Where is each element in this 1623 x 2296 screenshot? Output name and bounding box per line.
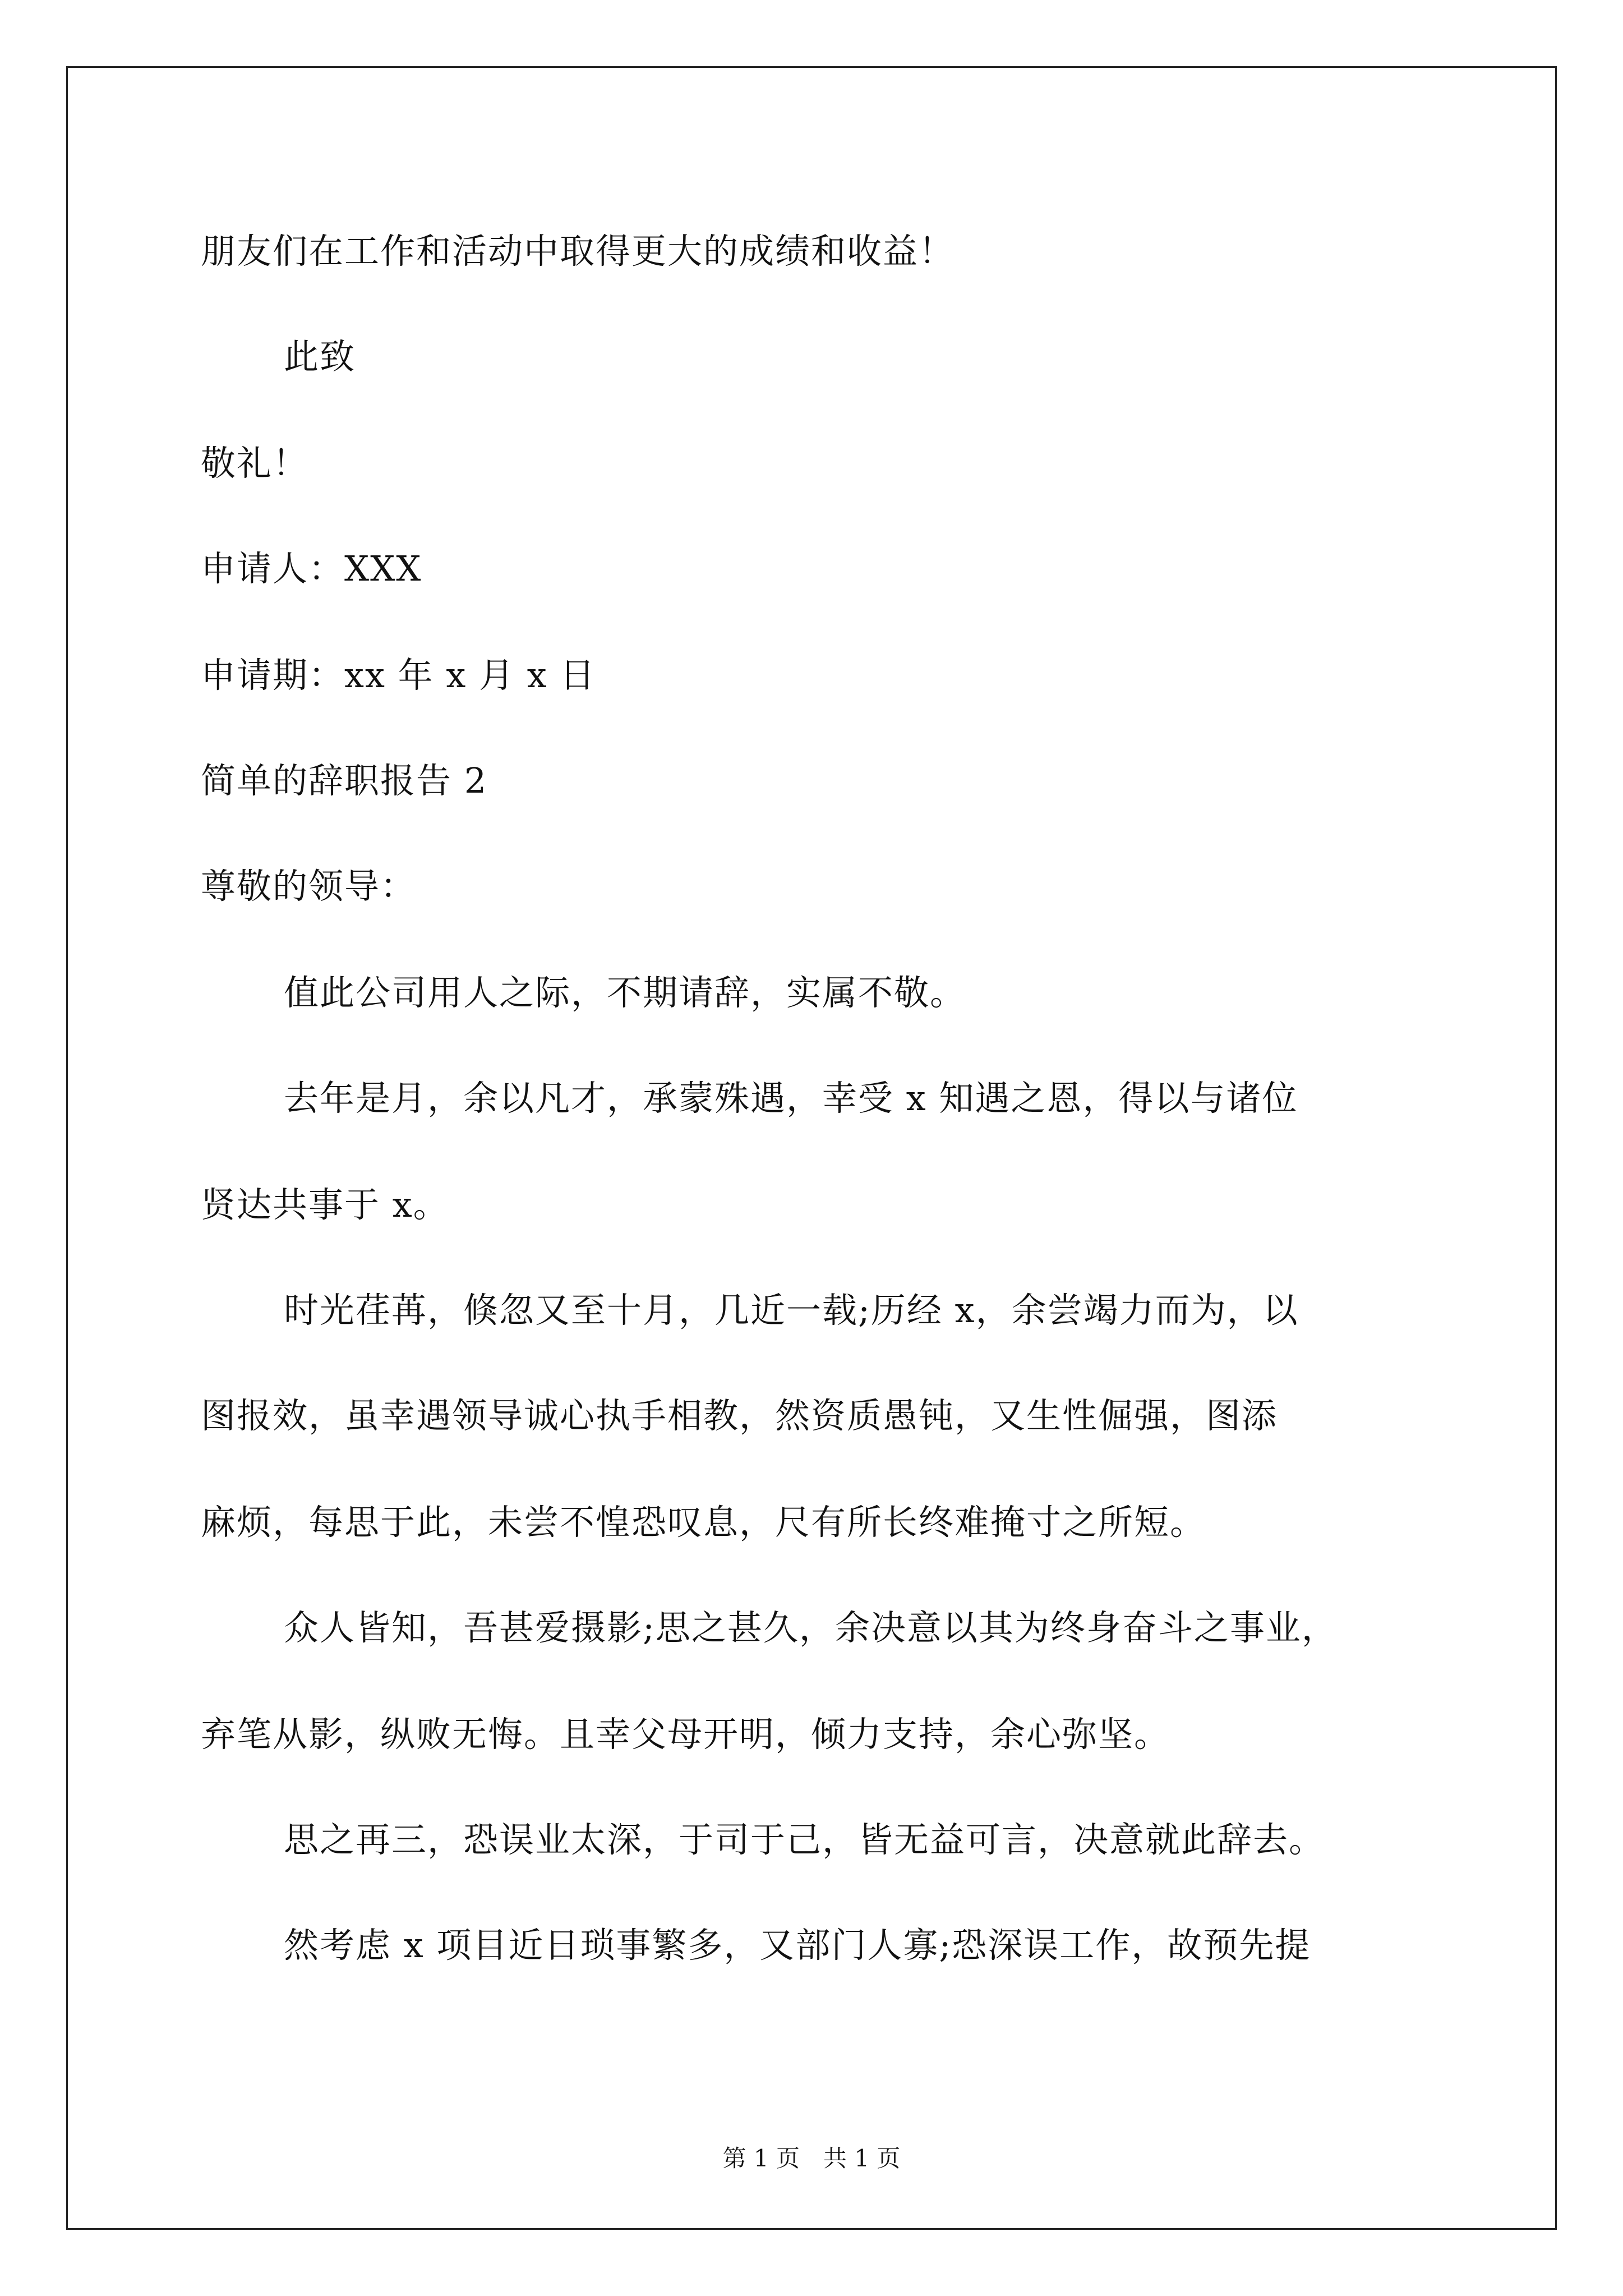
paragraph-line: 时光荏苒，倏忽又至十月，几近一载;历经 x，余尝竭力而为，以 [284, 1290, 1299, 1331]
page-footer: 第 1 页 共 1 页 [722, 2145, 901, 2172]
text-line-closing: 此致 [284, 336, 356, 377]
paragraph-line: 众人皆知，吾甚爱摄影;思之甚久，余决意以其为终身奋斗之事业， [284, 1607, 1338, 1648]
text-line-applicant: 申请人：XXX [201, 548, 422, 589]
text-line-1: 朋友们在工作和活动中取得更大的成绩和收益！ [201, 231, 955, 272]
text-line-date: 申请期：xx 年 x 月 x 日 [201, 655, 596, 696]
paragraph-line: 麻烦，每思于此，未尝不惶恐叹息，尺有所长终难掩寸之所短。 [201, 1502, 1206, 1543]
paragraph-line: 然考虑 x 项目近日琐事繁多，又部门人寡;恐深误工作，故预先提 [284, 1925, 1311, 1966]
page-border [66, 66, 1557, 2230]
text-line-salutation: 尊敬的领导： [201, 866, 417, 907]
paragraph-line: 图报效，虽幸遇领导诚心执手相教，然资质愚钝，又生性倔强，图添 [201, 1395, 1278, 1436]
paragraph-line: 思之再三，恐误业太深，于司于己，皆无益可言，决意就此辞去。 [284, 1819, 1325, 1860]
paragraph-line: 弃笔从影，纵败无悔。且幸父母开明，倾力支持，余心弥坚。 [201, 1714, 1170, 1755]
paragraph-line: 贤达共事于 x。 [201, 1184, 449, 1225]
paragraph-line: 去年是月，余以凡才，承蒙殊遇，幸受 x 知遇之恩，得以与诸位 [284, 1078, 1298, 1119]
paragraph-line: 值此公司用人之际，不期请辞，实属不敬。 [284, 972, 966, 1013]
text-line-salute: 敬礼！ [201, 443, 309, 484]
section-title: 简单的辞职报告 2 [201, 760, 488, 801]
